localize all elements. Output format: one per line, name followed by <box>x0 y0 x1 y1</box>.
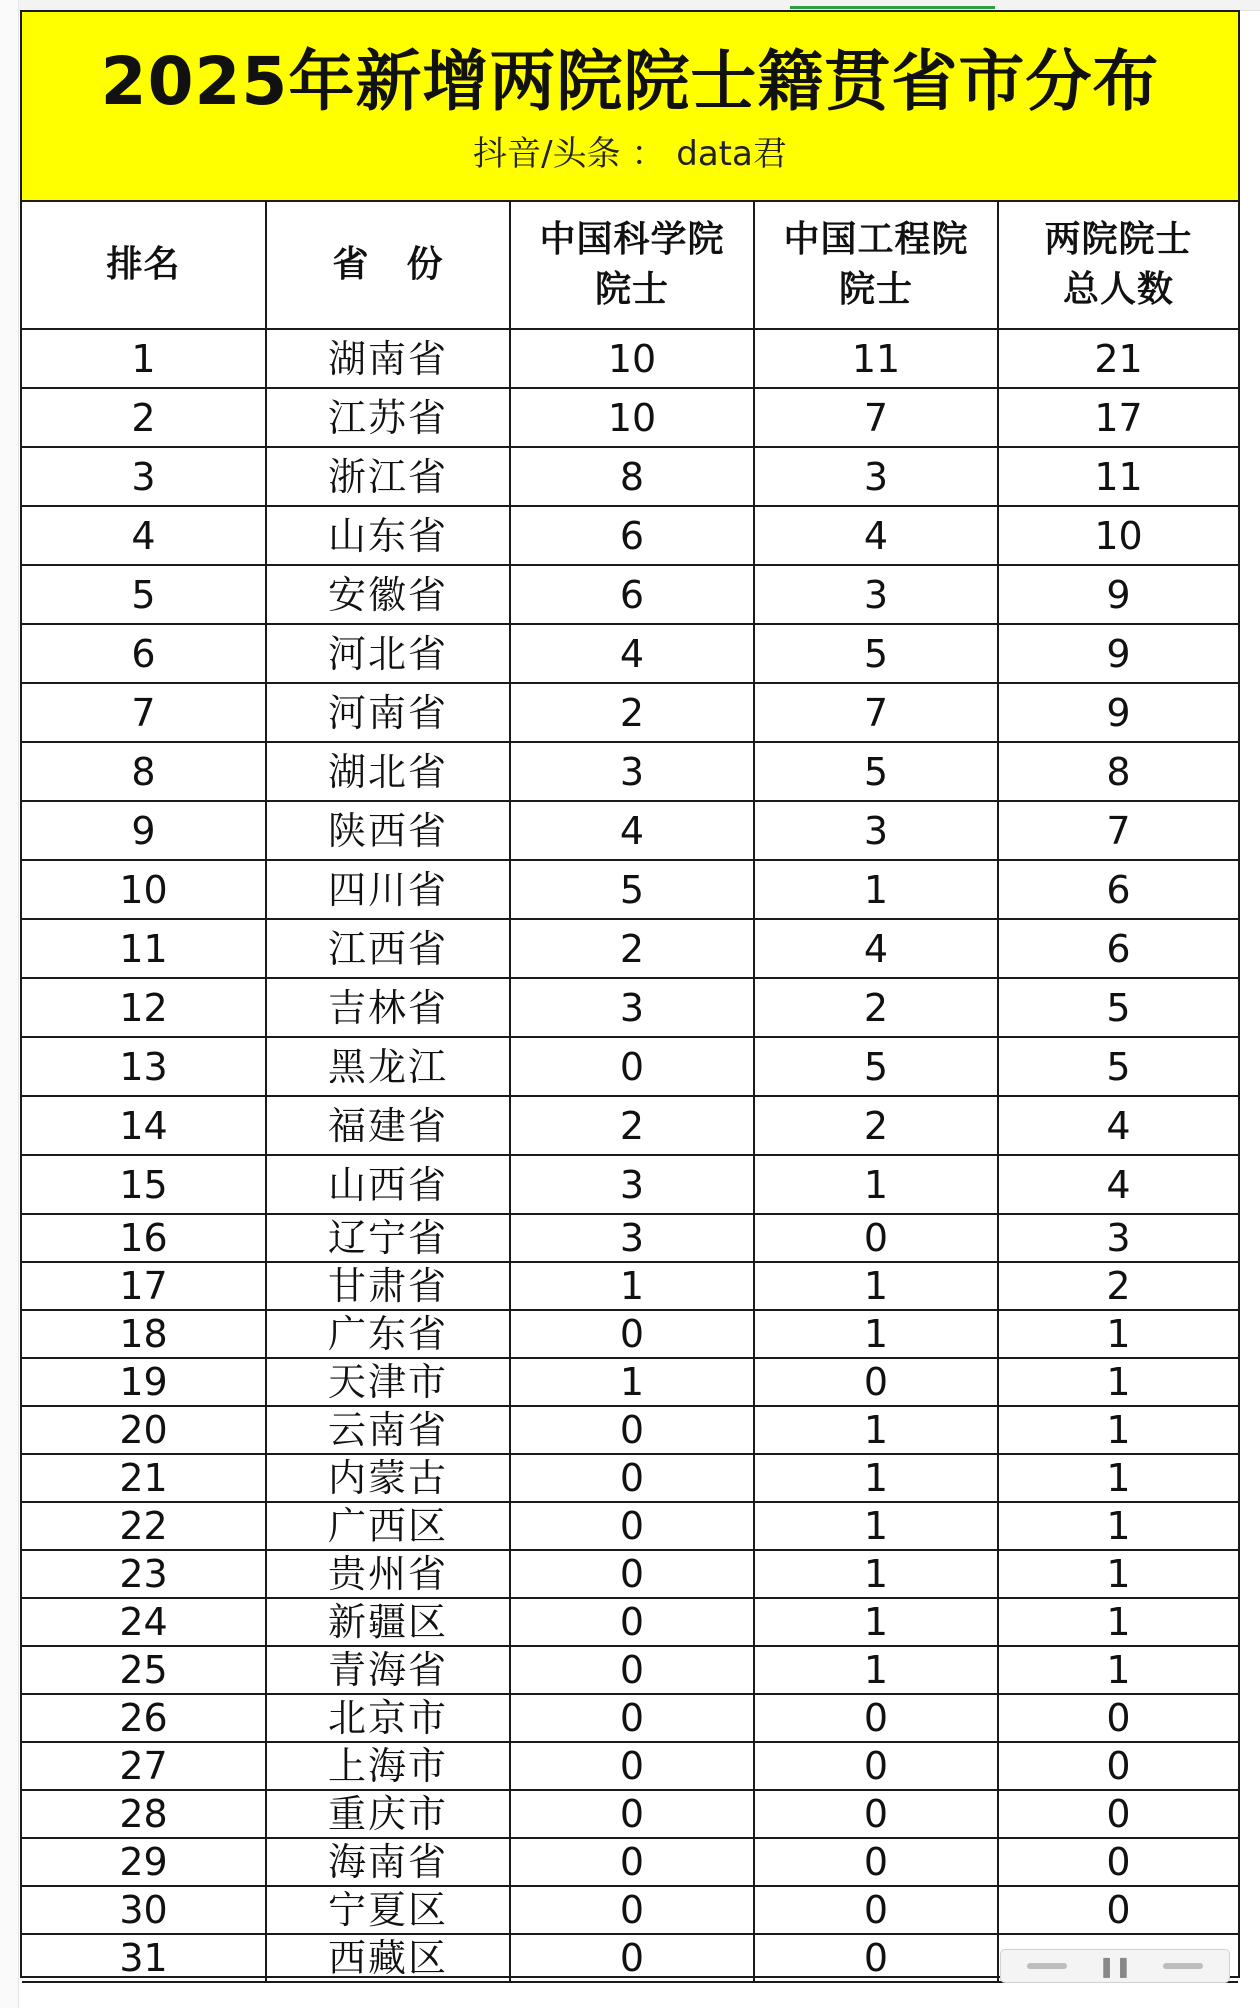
cas-count-cell: 0 <box>510 1550 754 1598</box>
row-number-gutter <box>0 0 19 2008</box>
rank-cell: 30 <box>22 1886 266 1934</box>
total-count-cell: 0 <box>998 1742 1238 1790</box>
total-count-cell: 10 <box>998 506 1238 565</box>
rank-cell: 25 <box>22 1646 266 1694</box>
province-cell: 江西省 <box>266 919 510 978</box>
cae-count-cell: 1 <box>754 1454 998 1502</box>
cae-count-cell: 2 <box>754 978 998 1037</box>
cae-count-cell: 0 <box>754 1694 998 1742</box>
total-count-cell: 1 <box>998 1406 1238 1454</box>
rank-cell: 11 <box>22 919 266 978</box>
toolbar-handle-icon[interactable] <box>1027 1963 1067 1969</box>
cas-count-cell: 8 <box>510 447 754 506</box>
cas-count-cell: 4 <box>510 801 754 860</box>
rank-cell: 19 <box>22 1358 266 1406</box>
total-count-cell: 9 <box>998 683 1238 742</box>
cas-count-cell: 0 <box>510 1934 754 1982</box>
cae-count-cell: 4 <box>754 919 998 978</box>
cae-count-cell: 1 <box>754 1598 998 1646</box>
province-cell: 宁夏区 <box>266 1886 510 1934</box>
cae-count-cell: 3 <box>754 801 998 860</box>
cae-count-cell: 0 <box>754 1886 998 1934</box>
rank-cell: 8 <box>22 742 266 801</box>
total-count-cell: 9 <box>998 624 1238 683</box>
cas-count-cell: 0 <box>510 1406 754 1454</box>
cas-count-cell: 3 <box>510 978 754 1037</box>
rank-cell: 14 <box>22 1096 266 1155</box>
total-count-cell: 0 <box>998 1838 1238 1886</box>
cae-count-cell: 11 <box>754 329 998 388</box>
cas-count-cell: 2 <box>510 683 754 742</box>
province-cell: 广东省 <box>266 1310 510 1358</box>
column-header-cas: 中国科学院 院士 <box>510 202 754 329</box>
province-cell: 吉林省 <box>266 978 510 1037</box>
total-count-cell: 6 <box>998 919 1238 978</box>
cas-count-cell: 4 <box>510 624 754 683</box>
cas-count-cell: 0 <box>510 1502 754 1550</box>
table-row <box>22 1598 1238 1646</box>
province-cell: 重庆市 <box>266 1790 510 1838</box>
total-count-cell: 0 <box>998 1886 1238 1934</box>
selected-column-indicator <box>790 6 995 9</box>
cas-count-cell: 0 <box>510 1694 754 1742</box>
cas-count-cell: 1 <box>510 1262 754 1310</box>
table-row <box>22 1742 1238 1790</box>
cas-count-cell: 6 <box>510 565 754 624</box>
total-count-cell: 5 <box>998 1037 1238 1096</box>
rank-cell: 13 <box>22 1037 266 1096</box>
rank-cell: 16 <box>22 1214 266 1262</box>
rank-cell: 29 <box>22 1838 266 1886</box>
province-cell: 山东省 <box>266 506 510 565</box>
pause-icon[interactable]: ❚❚ <box>1098 1954 1132 1978</box>
cae-count-cell: 5 <box>754 624 998 683</box>
total-count-cell: 1 <box>998 1310 1238 1358</box>
table-row <box>22 1790 1238 1838</box>
table-row <box>22 447 1238 506</box>
cae-count-cell: 5 <box>754 742 998 801</box>
rank-cell: 21 <box>22 1454 266 1502</box>
province-cell: 西藏区 <box>266 1934 510 1982</box>
province-cell: 内蒙古 <box>266 1454 510 1502</box>
cas-count-cell: 1 <box>510 1358 754 1406</box>
cas-count-cell: 10 <box>510 388 754 447</box>
cas-count-cell: 0 <box>510 1886 754 1934</box>
source-credit: 抖音/头条 ： data君 <box>473 134 787 174</box>
table-row <box>22 1214 1238 1262</box>
rank-cell: 15 <box>22 1155 266 1214</box>
total-count-cell: 0 <box>998 1694 1238 1742</box>
province-cell: 安徽省 <box>266 565 510 624</box>
rank-cell: 3 <box>22 447 266 506</box>
ranking-table <box>22 202 1238 1983</box>
cae-count-cell: 1 <box>754 1262 998 1310</box>
province-cell: 黑龙江 <box>266 1037 510 1096</box>
cae-count-cell: 3 <box>754 565 998 624</box>
cae-count-cell: 1 <box>754 1646 998 1694</box>
table-row <box>22 1694 1238 1742</box>
rank-cell: 20 <box>22 1406 266 1454</box>
total-count-cell: 9 <box>998 565 1238 624</box>
province-cell: 北京市 <box>266 1694 510 1742</box>
rank-cell: 7 <box>22 683 266 742</box>
table-row <box>22 1037 1238 1096</box>
floating-toolbar[interactable] <box>1000 1949 1230 1983</box>
rank-cell: 18 <box>22 1310 266 1358</box>
table-row <box>22 742 1238 801</box>
province-cell: 浙江省 <box>266 447 510 506</box>
rank-cell: 1 <box>22 329 266 388</box>
cas-count-cell: 0 <box>510 1742 754 1790</box>
cas-count-cell: 0 <box>510 1838 754 1886</box>
province-cell: 河南省 <box>266 683 510 742</box>
province-cell: 辽宁省 <box>266 1214 510 1262</box>
province-cell: 广西区 <box>266 1502 510 1550</box>
rank-cell: 2 <box>22 388 266 447</box>
table-row <box>22 1646 1238 1694</box>
total-count-cell: 2 <box>998 1262 1238 1310</box>
cas-count-cell: 3 <box>510 1155 754 1214</box>
table-row <box>22 506 1238 565</box>
table-row <box>22 801 1238 860</box>
province-cell: 陕西省 <box>266 801 510 860</box>
cas-count-cell: 3 <box>510 742 754 801</box>
cas-count-cell: 0 <box>510 1454 754 1502</box>
table-row <box>22 1550 1238 1598</box>
total-count-cell: 21 <box>998 329 1238 388</box>
cae-count-cell: 1 <box>754 860 998 919</box>
province-cell: 福建省 <box>266 1096 510 1155</box>
cas-count-cell: 0 <box>510 1037 754 1096</box>
table-row <box>22 1155 1238 1214</box>
total-count-cell: 1 <box>998 1454 1238 1502</box>
province-cell: 新疆区 <box>266 1598 510 1646</box>
rank-cell: 24 <box>22 1598 266 1646</box>
total-count-cell: 3 <box>998 1214 1238 1262</box>
total-count-cell: 0 <box>998 1790 1238 1838</box>
cas-count-cell: 2 <box>510 1096 754 1155</box>
table-row <box>22 329 1238 388</box>
cas-count-cell: 0 <box>510 1646 754 1694</box>
rank-cell: 17 <box>22 1262 266 1310</box>
total-count-cell: 4 <box>998 1155 1238 1214</box>
cae-count-cell: 5 <box>754 1037 998 1096</box>
table-row <box>22 1886 1238 1934</box>
cae-count-cell: 0 <box>754 1934 998 1982</box>
table-row <box>22 1838 1238 1886</box>
cae-count-cell: 1 <box>754 1406 998 1454</box>
rank-cell: 23 <box>22 1550 266 1598</box>
province-cell: 湖北省 <box>266 742 510 801</box>
column-header-cae: 中国工程院 院士 <box>754 202 998 329</box>
total-count-cell: 4 <box>998 1096 1238 1155</box>
province-cell: 山西省 <box>266 1155 510 1214</box>
rank-cell: 22 <box>22 1502 266 1550</box>
province-cell: 青海省 <box>266 1646 510 1694</box>
table-row <box>22 860 1238 919</box>
province-cell: 上海市 <box>266 1742 510 1790</box>
table-row <box>22 1096 1238 1155</box>
province-cell: 河北省 <box>266 624 510 683</box>
table-row <box>22 1262 1238 1310</box>
cae-count-cell: 0 <box>754 1790 998 1838</box>
cas-count-cell: 3 <box>510 1214 754 1262</box>
cas-count-cell: 2 <box>510 919 754 978</box>
rank-cell: 26 <box>22 1694 266 1742</box>
table-row <box>22 624 1238 683</box>
column-header-total: 两院院士 总人数 <box>998 202 1238 329</box>
cae-count-cell: 0 <box>754 1214 998 1262</box>
cas-count-cell: 5 <box>510 860 754 919</box>
column-header-rank: 排名 <box>22 202 266 329</box>
table-body <box>22 329 1238 1982</box>
total-count-cell: 1 <box>998 1598 1238 1646</box>
total-count-cell: 5 <box>998 978 1238 1037</box>
province-cell: 甘肃省 <box>266 1262 510 1310</box>
cae-count-cell: 3 <box>754 447 998 506</box>
title-banner <box>22 12 1238 202</box>
total-count-cell: 1 <box>998 1358 1238 1406</box>
province-cell: 四川省 <box>266 860 510 919</box>
province-cell: 湖南省 <box>266 329 510 388</box>
cae-count-cell: 7 <box>754 388 998 447</box>
total-count-cell: 8 <box>998 742 1238 801</box>
province-cell: 云南省 <box>266 1406 510 1454</box>
rank-cell: 27 <box>22 1742 266 1790</box>
cas-count-cell: 10 <box>510 329 754 388</box>
table-row <box>22 919 1238 978</box>
table-row <box>22 978 1238 1037</box>
cae-count-cell: 0 <box>754 1742 998 1790</box>
table-row <box>22 1406 1238 1454</box>
table-row <box>22 388 1238 447</box>
cae-count-cell: 1 <box>754 1155 998 1214</box>
column-header-province: 省 份 <box>266 202 510 329</box>
rank-cell: 6 <box>22 624 266 683</box>
total-count-cell: 1 <box>998 1646 1238 1694</box>
province-cell: 海南省 <box>266 1838 510 1886</box>
cae-count-cell: 0 <box>754 1358 998 1406</box>
table-row <box>22 565 1238 624</box>
cae-count-cell: 1 <box>754 1502 998 1550</box>
rank-cell: 10 <box>22 860 266 919</box>
province-cell: 江苏省 <box>266 388 510 447</box>
table-row <box>22 1358 1238 1406</box>
province-cell: 天津市 <box>266 1358 510 1406</box>
total-count-cell: 1 <box>998 1502 1238 1550</box>
rank-cell: 9 <box>22 801 266 860</box>
cae-count-cell: 1 <box>754 1550 998 1598</box>
table-row <box>22 1310 1238 1358</box>
table-header-row <box>22 202 1238 329</box>
cas-count-cell: 0 <box>510 1310 754 1358</box>
rank-cell: 4 <box>22 506 266 565</box>
total-count-cell: 6 <box>998 860 1238 919</box>
ranking-panel <box>20 10 1240 1978</box>
table-row <box>22 683 1238 742</box>
cae-count-cell: 7 <box>754 683 998 742</box>
cas-count-cell: 0 <box>510 1598 754 1646</box>
total-count-cell: 1 <box>998 1550 1238 1598</box>
total-count-cell: 7 <box>998 801 1238 860</box>
cae-count-cell: 0 <box>754 1838 998 1886</box>
cae-count-cell: 1 <box>754 1310 998 1358</box>
cae-count-cell: 2 <box>754 1096 998 1155</box>
cas-count-cell: 6 <box>510 506 754 565</box>
table-row <box>22 1502 1238 1550</box>
rank-cell: 28 <box>22 1790 266 1838</box>
toolbar-handle-icon[interactable] <box>1163 1963 1203 1969</box>
rank-cell: 31 <box>22 1934 266 1982</box>
cae-count-cell: 4 <box>754 506 998 565</box>
page-title: 2025年新增两院院士籍贯省市分布 <box>100 43 1160 120</box>
total-count-cell: 17 <box>998 388 1238 447</box>
rank-cell: 12 <box>22 978 266 1037</box>
cas-count-cell: 0 <box>510 1790 754 1838</box>
table-row <box>22 1454 1238 1502</box>
rank-cell: 5 <box>22 565 266 624</box>
total-count-cell: 11 <box>998 447 1238 506</box>
province-cell: 贵州省 <box>266 1550 510 1598</box>
